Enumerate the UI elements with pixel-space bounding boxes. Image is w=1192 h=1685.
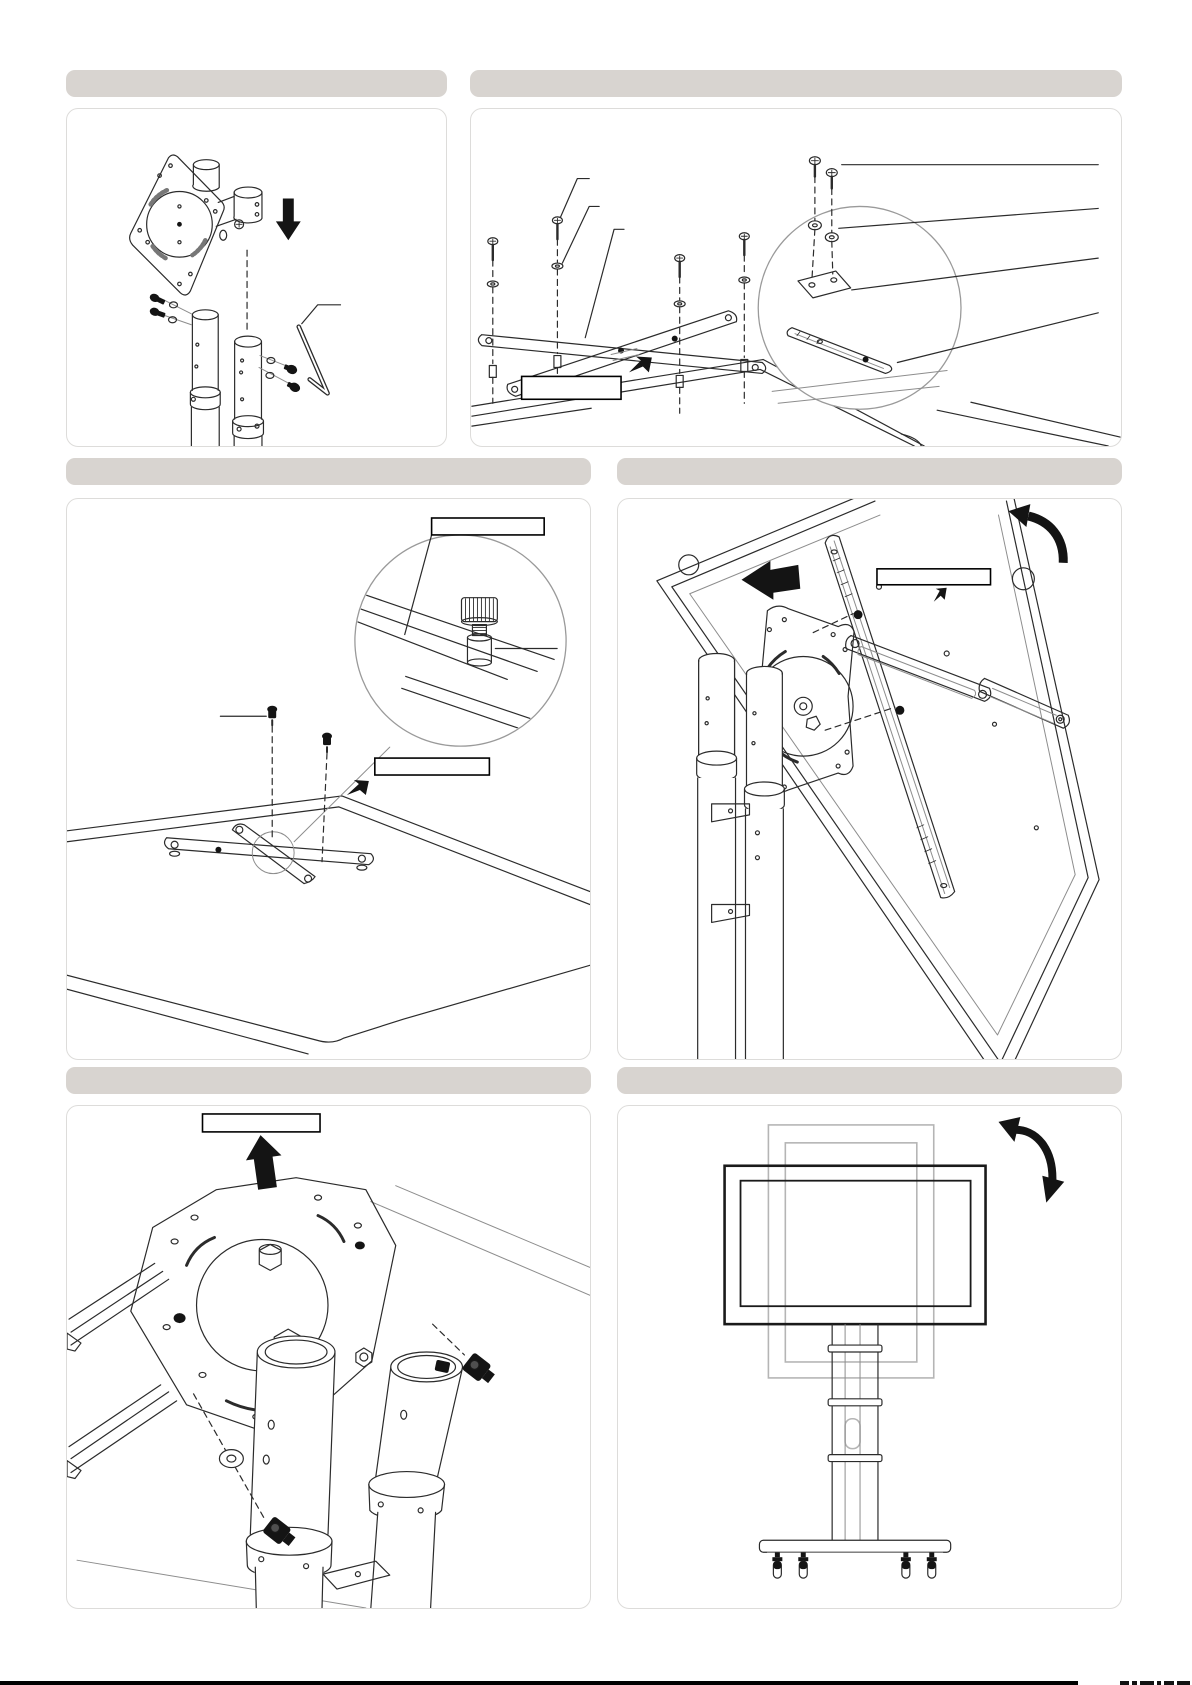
nudge-arrow-icon	[934, 588, 947, 602]
adapter-rails	[67, 1263, 177, 1478]
step-3-panel	[66, 498, 591, 1060]
step-4-panel	[617, 498, 1122, 1060]
callout-label-1	[432, 518, 545, 535]
right-pole	[233, 336, 264, 446]
step-6-panel	[617, 1105, 1122, 1609]
step-2-illustration	[471, 109, 1121, 446]
thumbscrew-detail-inset	[355, 535, 566, 746]
callout-label-box	[432, 518, 545, 535]
step-1-illustration	[67, 109, 446, 446]
left-pole	[246, 1336, 335, 1608]
vesa-plate	[130, 155, 225, 295]
step-6-illustration	[618, 1106, 1121, 1608]
swivel-rotate-arrow-icon	[998, 1117, 1064, 1203]
allen-key-icon	[299, 327, 328, 394]
nudge-arrow-icon	[347, 780, 369, 795]
left-pole	[190, 310, 220, 446]
rotate-ccw-arrow-icon	[1008, 504, 1063, 563]
stand-column	[759, 1325, 950, 1553]
step-2-header-bar	[470, 70, 1122, 97]
step-1-panel	[66, 108, 447, 447]
tv-front-landscape	[725, 1166, 986, 1324]
pole-screws-left	[148, 292, 191, 325]
right-pole	[369, 1352, 463, 1608]
adapter-rail	[813, 535, 954, 898]
allen-key-leader-line	[302, 305, 341, 324]
footer-rule	[0, 1681, 1078, 1685]
stand-base	[759, 1540, 950, 1552]
poles	[697, 653, 785, 1058]
down-arrow-icon	[276, 198, 301, 240]
detail-inset-circle	[758, 206, 961, 409]
callout-label-box	[203, 1114, 321, 1132]
step-2-panel	[470, 108, 1122, 447]
step-5-panel	[66, 1105, 591, 1609]
step-5-header-bar	[66, 1067, 591, 1094]
fixing-screws	[267, 706, 332, 862]
nudge-arrow-icon	[629, 357, 652, 373]
callout-label-box	[522, 376, 621, 399]
step-6-header-bar	[617, 1067, 1122, 1094]
step-3-header-bar	[66, 458, 591, 485]
step-4-illustration	[618, 499, 1121, 1059]
callout-label-box	[375, 758, 490, 775]
pole-screws-right	[259, 356, 302, 394]
callout-label-box	[877, 569, 991, 585]
slotted-arm-links	[846, 636, 1070, 729]
callout-label-2	[375, 758, 490, 775]
head-collar-tubes	[193, 160, 262, 241]
step-4-header-bar	[617, 458, 1122, 485]
step-1-header-bar	[66, 70, 447, 97]
adapter-cross	[165, 824, 374, 884]
up-arrow-icon	[243, 1133, 286, 1191]
callout-label	[877, 569, 991, 585]
step-5-illustration	[67, 1106, 590, 1608]
tv-back	[67, 796, 590, 1054]
part-leader-lines	[560, 179, 624, 338]
step-3-illustration	[67, 499, 590, 1059]
callout-label	[203, 1114, 321, 1132]
left-arrow-icon	[742, 561, 801, 600]
casters	[772, 1552, 936, 1578]
callout-label	[522, 376, 621, 399]
